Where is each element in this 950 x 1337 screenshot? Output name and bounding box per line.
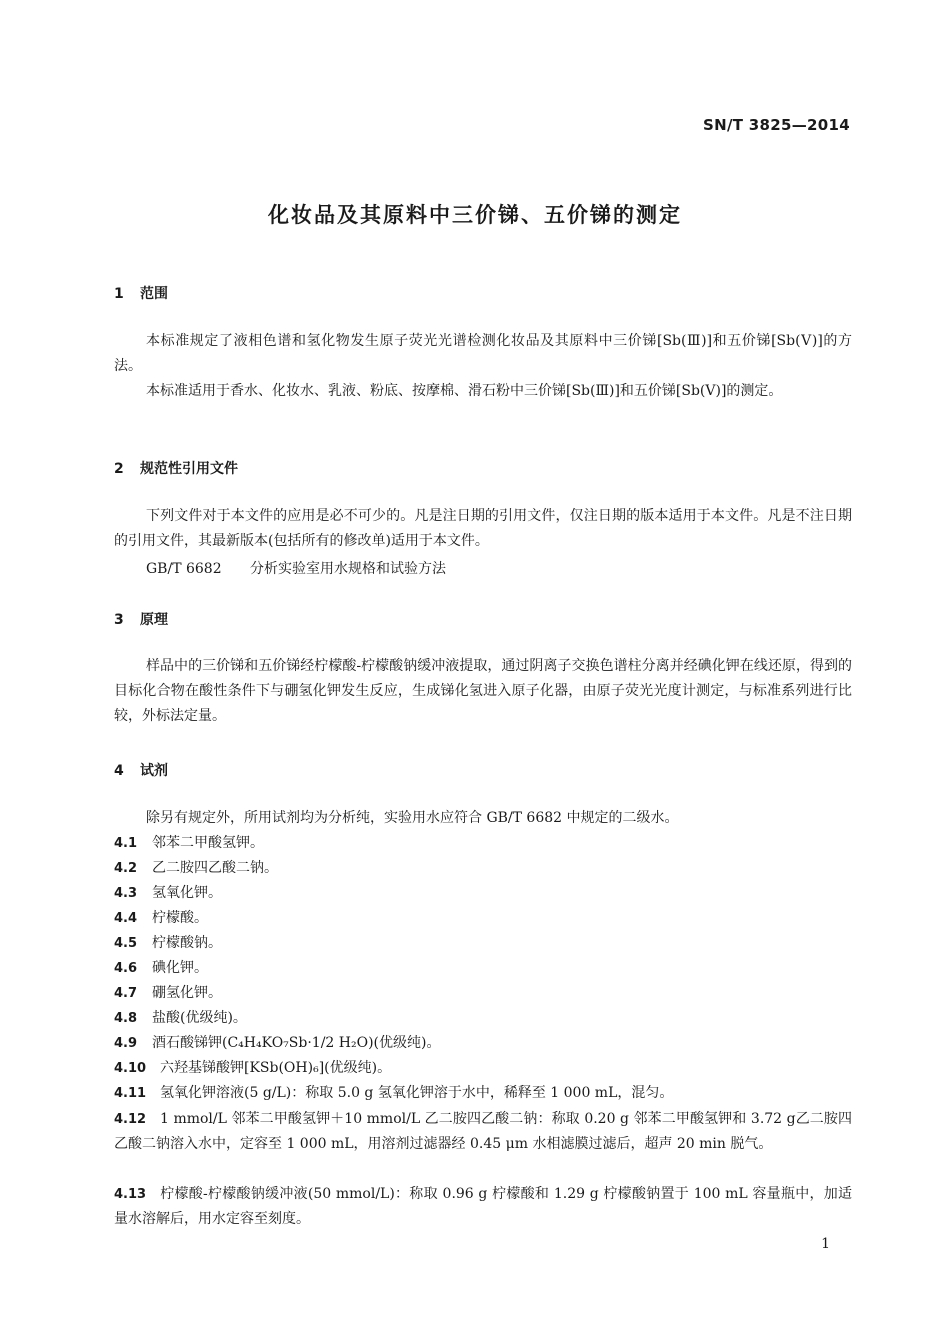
section-title: 试剂: [140, 763, 168, 779]
reference-entry: [146, 558, 446, 578]
reagent-item: [114, 831, 852, 856]
section-title: 原理: [140, 612, 168, 628]
item-text: 酒石酸锑钾(C₄H₄KO₇Sb·1/2 H₂O)(优级纯)。: [152, 1035, 441, 1051]
section-title: 范围: [140, 286, 168, 302]
item-number: 4.2: [114, 861, 138, 876]
item-text: 邻苯二甲酸氢钾。: [152, 835, 264, 851]
item-number: 4.5: [114, 936, 138, 951]
normative-references-paragraph: 下列文件对于本文件的应用是必不可少的。凡是注日期的引用文件，仅注日期的版本适用于本文件。凡是不注日期的引用文件，其最新版本(包括所有的修改单)适用于本文件。: [114, 508, 852, 549]
section-number: 1: [114, 286, 124, 302]
item-text: 柠檬酸-柠檬酸钠缓冲液(50 mmol/L)：称取 0.96 g 柠檬酸和 1.29 g 柠檬酸钠置于 100 mL 容量瓶中，加适量水溶解后，用水定容至刻度。: [114, 1186, 852, 1227]
scope-paragraph-2: 本标准适用于香水、化妆水、乳液、粉底、按摩棉、滑石粉中三价锑[Sb(Ⅲ)]和五价锑[Sb(Ⅴ)]的测定。: [146, 383, 783, 399]
item-number: 4.4: [114, 911, 138, 926]
principle-paragraph: 样品中的三价锑和五价锑经柠檬酸-柠檬酸钠缓冲液提取，通过阴离子交换色谱柱分离并经碘化钾在线还原，得到的目标化合物在酸性条件下与硼氢化钾发生反应，生成锑化氢进入原子化器，由原子荧光光度计测定，与标准系列进行比较，外标法定量。: [114, 658, 852, 724]
item-number: 4.11: [114, 1086, 147, 1101]
item-text: 碘化钾。: [152, 960, 208, 976]
item-number: 4.1: [114, 836, 138, 851]
item-text: 1 mmol/L 邻苯二甲酸氢钾＋10 mmol/L 乙二胺四乙酸二钠：称取 0.20 g 邻苯二甲酸氢钾和 3.72 g乙二胺四乙酸二钠溶入水中，定容至 1 000 mL，用溶剂过滤器经 0.45 μm 水相滤膜过滤后，超声 20 min 脱气。: [114, 1111, 852, 1152]
reagent-item: [114, 1182, 852, 1232]
item-text: 乙二胺四乙酸二钠。: [152, 860, 278, 876]
reagent-item: [114, 1056, 852, 1081]
reference-title: 分析实验室用水规格和试验方法: [250, 561, 446, 577]
section-title: 规范性引用文件: [140, 461, 238, 477]
reagent-item: [114, 906, 852, 931]
section-number: 3: [114, 612, 124, 628]
reagent-item: [114, 931, 852, 956]
document-title: 化妆品及其原料中三价锑、五价锑的测定: [268, 203, 682, 227]
reagent-item: [114, 1107, 852, 1157]
reagent-item: [114, 981, 852, 1006]
item-text: 柠檬酸钠。: [152, 935, 222, 951]
section-number: 2: [114, 461, 124, 477]
reagent-item: [114, 956, 852, 981]
reagent-item: [114, 856, 852, 881]
section-1-heading: [114, 283, 168, 303]
item-text: 氢氧化钾溶液(5 g/L)：称取 5.0 g 氢氧化钾溶于水中，稀释至 1 000 mL，混匀。: [160, 1085, 674, 1101]
item-text: 氢氧化钾。: [152, 885, 222, 901]
scope-paragraph-1: 本标准规定了液相色谱和氢化物发生原子荧光光谱检测化妆品及其原料中三价锑[Sb(Ⅲ)]和五价锑[Sb(Ⅴ)]的方法。: [114, 333, 852, 374]
reagent-item: [114, 1081, 852, 1106]
section-3-heading: [114, 609, 168, 629]
reagent-item: [114, 881, 852, 906]
item-text: 盐酸(优级纯)。: [152, 1010, 247, 1026]
reagent-item: [114, 1006, 852, 1031]
item-number: 4.7: [114, 986, 138, 1001]
item-number: 4.12: [114, 1112, 147, 1127]
item-text: 柠檬酸。: [152, 910, 208, 926]
item-number: 4.6: [114, 961, 138, 976]
reagents-intro: 除另有规定外，所用试剂均为分析纯，实验用水应符合 GB/T 6682 中规定的二级水。: [146, 810, 679, 826]
section-2-heading: [114, 458, 238, 478]
standard-code: SN/T 3825—2014: [703, 116, 850, 134]
item-number: 4.8: [114, 1011, 138, 1026]
item-number: 4.3: [114, 886, 138, 901]
item-number: 4.9: [114, 1036, 138, 1051]
page-number: 1: [821, 1236, 830, 1252]
item-number: 4.10: [114, 1061, 147, 1076]
section-4-heading: [114, 760, 168, 780]
section-number: 4: [114, 763, 124, 779]
reagent-item: [114, 1031, 852, 1056]
item-text: 硼氢化钾。: [152, 985, 222, 1001]
item-text: 六羟基锑酸钾[KSb(OH)₆](优级纯)。: [160, 1060, 392, 1076]
reference-code: GB/T 6682: [146, 561, 222, 577]
item-number: 4.13: [114, 1187, 147, 1202]
